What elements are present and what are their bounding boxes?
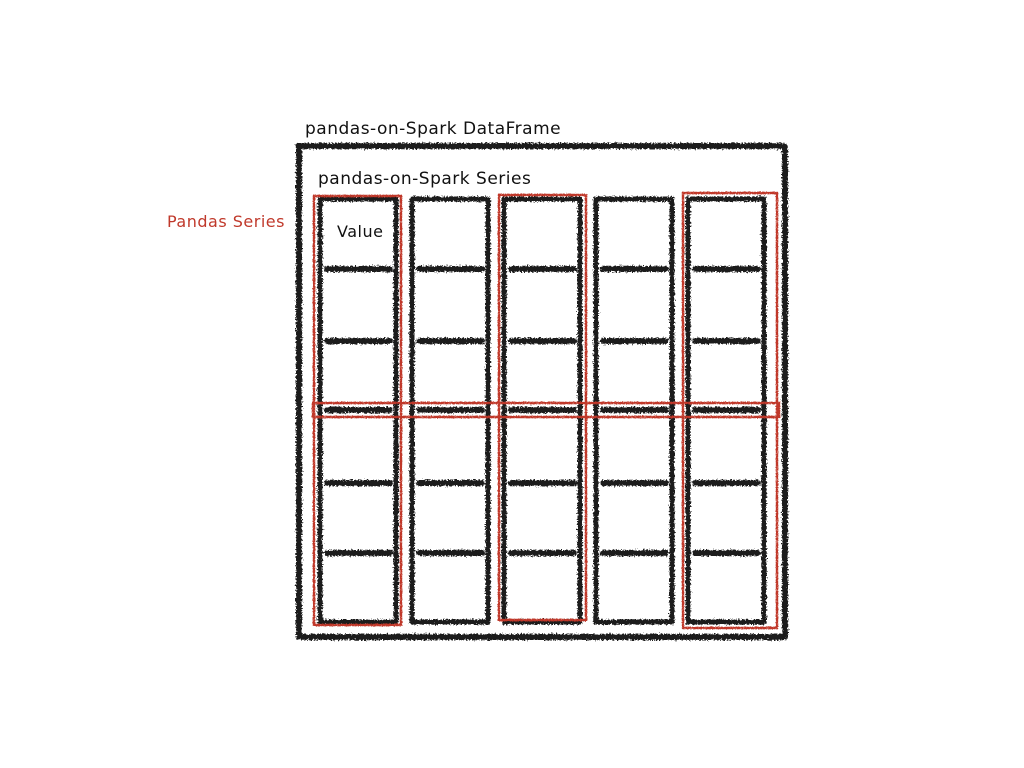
- outer-dataframe-box: [298, 146, 785, 637]
- column-1-row-dividers: [327, 269, 390, 553]
- outer-box-label: pandas-on-Spark DataFrame: [305, 119, 562, 139]
- pandas-series-label: Pandas Series: [167, 212, 285, 231]
- cell-value-label: Value: [337, 222, 384, 241]
- column-2-row-dividers: [419, 269, 482, 553]
- inner-series-label: pandas-on-Spark Series: [318, 169, 532, 189]
- column-4-row-dividers: [603, 269, 666, 553]
- column-3-row-dividers: [511, 269, 574, 553]
- sketch-dark-layer: [298, 146, 785, 637]
- column-5-row-dividers: [695, 269, 758, 553]
